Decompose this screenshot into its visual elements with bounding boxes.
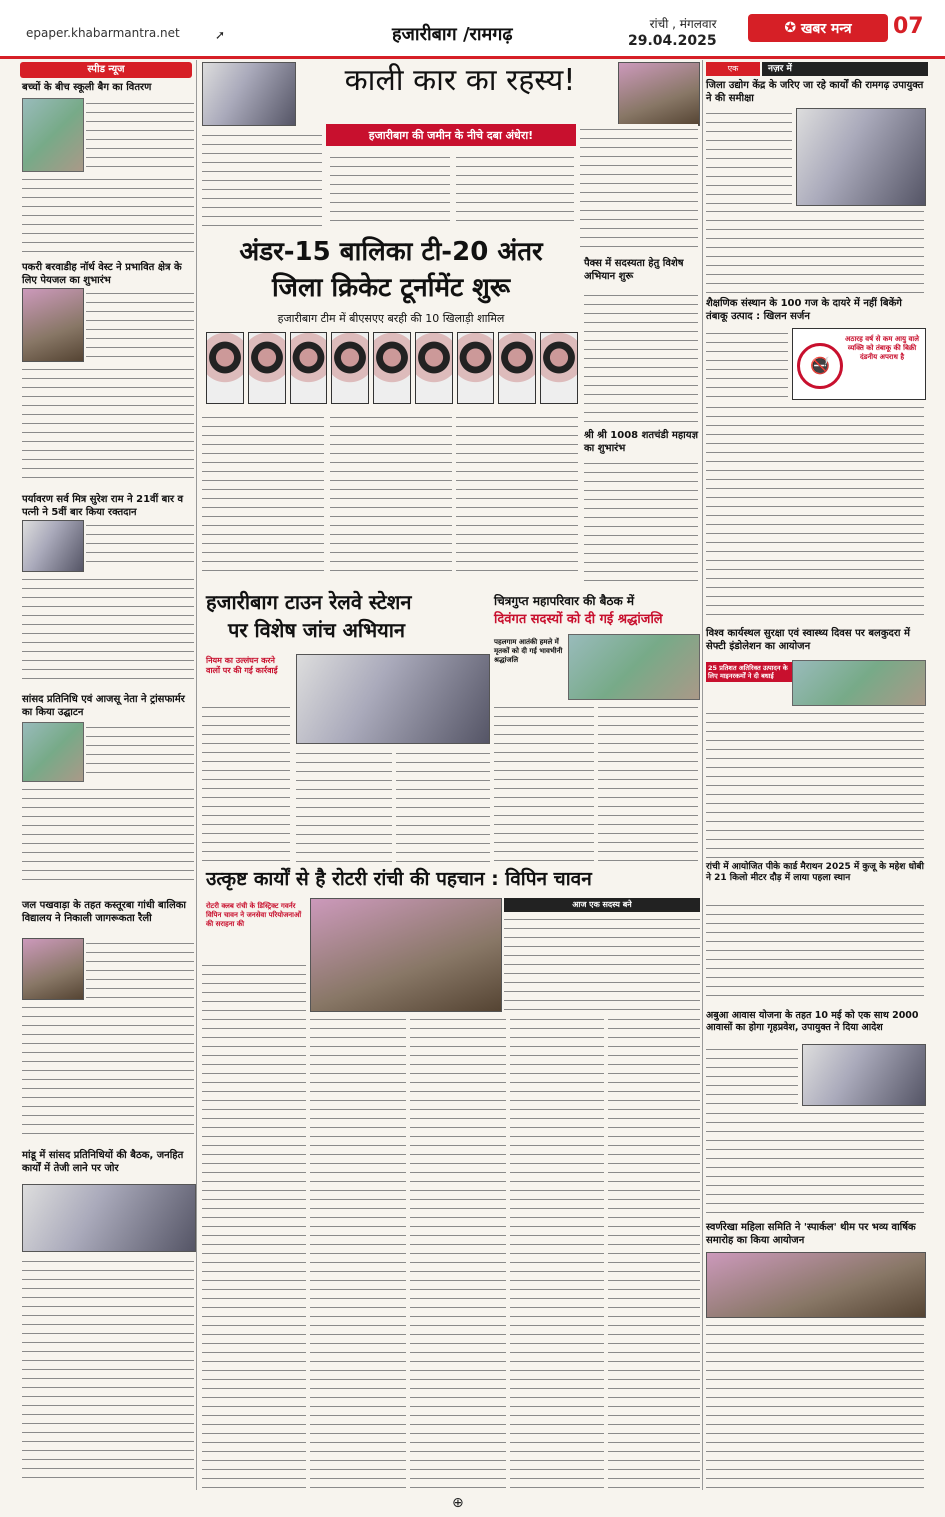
article-text	[202, 960, 306, 1488]
news-photo	[310, 898, 502, 1012]
article-text	[202, 130, 322, 228]
article-text	[22, 1256, 194, 1484]
article-text	[86, 938, 194, 998]
news-photo	[618, 62, 700, 126]
news-photo	[296, 654, 490, 744]
cricket-subheadline: हजारीबाग टीम में बीएसएए बरही की 10 खिलाड़ी शामिल	[277, 312, 505, 325]
article-text	[202, 412, 324, 578]
article-text	[22, 574, 194, 684]
article-text	[396, 748, 490, 862]
player-photo	[248, 332, 286, 404]
epaper-url[interactable]: epaper.khabarmantra.net	[26, 26, 180, 40]
article-text	[706, 708, 924, 858]
railway-pull-quote: नियम का उल्लंघन करने वालों पर की गई कार्रवाई	[206, 656, 278, 675]
chitragupt-pull-quote: पहलगाम आतंकी हमले में मृतकों को दी गई भावभीनी श्रद्धांजलि	[494, 638, 563, 664]
player-photo	[206, 332, 244, 404]
cricket-headline-line2[interactable]: जिला क्रिकेट टूर्नामेंट शुरू	[271, 273, 511, 303]
brand-logo: ✪ खबर मन्त्र	[748, 14, 888, 42]
article-text	[706, 900, 924, 1004]
masthead	[0, 0, 945, 59]
article-text	[584, 290, 698, 426]
player-photo	[498, 332, 536, 404]
article-text	[706, 1320, 924, 1488]
aaj-ek-sadasya-box: आज एक सदस्य बने	[504, 898, 700, 912]
news-photo	[706, 1252, 926, 1318]
article-text	[296, 748, 392, 862]
article-text	[202, 702, 290, 862]
news-photo	[22, 938, 84, 1000]
left-headline-3[interactable]: पर्यावरण सर्व मित्र सुरेश राम ने 21वीं बार व पत्नी ने 5वीं बार किया रक्तदान	[22, 494, 184, 518]
player-photo	[540, 332, 578, 404]
article-text	[86, 98, 194, 170]
paiks-headline[interactable]: पैक्स में सदस्यता हेतु विशेष अभियान शुरू	[584, 258, 684, 282]
brand-name: खबर मन्त्र	[800, 20, 852, 37]
right-headline-6[interactable]: स्वर्णरेखा महिला समिति ने 'स्पार्कल' थीम पर भव्य वार्षिक समारोह का किया आयोजन	[706, 1222, 916, 1246]
rotary-pull-quote: रोटरी क्लब रांची के डिस्ट्रिक्ट गवर्नर विपिन चावन ने जनसेवा परियोजनाओं की सराहना की	[206, 902, 302, 928]
left-headline-1[interactable]: बच्चों के बीच स्कूली बैग का वितरण	[22, 82, 152, 93]
shatchandi-headline[interactable]: श्री श्री 1008 शतचंडी महायज्ञ का शुभारंभ	[584, 430, 698, 454]
news-photo	[568, 634, 700, 700]
player-photo	[373, 332, 411, 404]
article-text	[584, 458, 698, 582]
right-headline-1[interactable]: जिला उद्योग केंद्र के जरिए जा रहे कार्यों की रामगढ़ उपायुक्त ने की समीक्षा	[706, 80, 924, 104]
article-text	[22, 1002, 194, 1142]
page-number: 07	[893, 14, 924, 39]
left-headline-6[interactable]: मांडू में सांसद प्रतिनिधियों की बैठक, जनहित कार्यों में तेजी लाने पर जोर	[22, 1150, 184, 1174]
tobacco-notice-box	[792, 328, 926, 400]
article-text	[504, 914, 700, 1010]
column-rule	[196, 60, 197, 1490]
issue-date: 29.04.2025	[628, 33, 717, 49]
article-text	[494, 702, 594, 862]
news-photo	[22, 520, 84, 572]
article-text	[510, 1014, 604, 1488]
article-text	[706, 402, 924, 622]
railway-headline-line2[interactable]: पर विशेष जांच अभियान	[228, 618, 406, 642]
article-text	[86, 288, 194, 360]
article-text	[706, 206, 924, 294]
article-text	[706, 1108, 924, 1216]
right-headline-3[interactable]: विश्व कार्यस्थल सुरक्षा एवं स्वास्थ्य दिवस पर बलकुदरा में सेफ्टी इंडोलेशन का आयोजन	[706, 628, 910, 652]
news-photo	[796, 108, 926, 206]
no-smoking-icon: 🚭	[797, 343, 843, 389]
column-rule	[702, 60, 703, 1490]
article-text	[22, 174, 194, 260]
right-headline-4[interactable]: रांची में आयोजित पीके कार्ड मैराथन 2025 में कुजू के महेश धोबी ने 21 किलो मीटर दौड़ में लाया पहला स्थान	[706, 862, 924, 884]
article-text	[608, 1014, 700, 1488]
speed-news-label: स्पीड न्यूज	[20, 62, 192, 78]
right-pull-quote: 25 प्रतिशत अतिरिक्त उत्पादन के लिए माइनरकर्मों ने दी बधाई	[706, 662, 792, 682]
player-photo	[457, 332, 495, 404]
kali-kar-headline[interactable]: काली कार का रहस्य!	[344, 63, 576, 98]
cursor-icon: ➚	[215, 28, 226, 42]
news-photo	[22, 1184, 196, 1252]
registration-mark-icon: ⊕	[452, 1495, 464, 1511]
article-text	[330, 152, 450, 228]
section-title: हजारीबाग /रामगढ़	[392, 24, 513, 45]
city-day: रांची , मंगलवार	[649, 17, 717, 31]
ek-label: एक	[706, 62, 760, 76]
kali-kar-banner: हजारीबाग की जमीन के नीचे दबा अंधेरा!	[326, 124, 576, 146]
left-headline-5[interactable]: जल पखवाड़ा के तहत कस्तूरबा गांधी बालिका विद्यालय ने निकाली जागरूकता रैली	[22, 900, 186, 924]
player-photo	[290, 332, 328, 404]
railway-headline-line1[interactable]: हजारीबाग टाउन रेलवे स्टेशन	[206, 590, 412, 614]
nazar-mein-label: नज़र में	[762, 62, 928, 76]
right-headline-2[interactable]: शैक्षणिक संस्थान के 100 गज के दायरे में नहीं बिकेंगे तंबाकू उत्पाद : खिलन सर्जन	[706, 298, 902, 322]
right-headline-5[interactable]: अबुआ आवास योजना के तहत 10 मई को एक साथ 2000 आवासों का होगा गृहप्रवेश, उपायुक्त ने दिया आदेश	[706, 1010, 919, 1033]
article-text	[330, 412, 452, 578]
article-text	[456, 412, 578, 578]
article-text	[86, 520, 194, 570]
cricket-headline-line1[interactable]: अंडर-15 बालिका टी-20 अंतर	[239, 237, 543, 267]
article-text	[410, 1014, 506, 1488]
chitragupt-headline-line1[interactable]: चित्रगुप्त महापरिवार की बैठक में	[494, 594, 635, 608]
chitragupt-headline-line2[interactable]: दिवंगत सदस्यों को दी गई श्रद्धांजलि	[494, 612, 663, 627]
article-text	[310, 1014, 406, 1488]
article-text	[580, 124, 698, 254]
article-text	[598, 702, 698, 862]
player-photo	[415, 332, 453, 404]
article-text	[456, 152, 574, 228]
news-photo	[202, 62, 296, 126]
left-headline-2[interactable]: पकरी बरवाडीह नॉर्थ वेस्ट ने प्रभावित क्षेत्र के लिए पेयजल का शुभारंभ	[22, 262, 182, 286]
left-headline-4[interactable]: सांसद प्रतिनिधि एवं आजसू नेता ने ट्रांसफार्मर का किया उद्घाटन	[22, 694, 185, 718]
player-photo	[331, 332, 369, 404]
news-photo	[792, 660, 926, 706]
article-text	[22, 364, 194, 482]
news-photo	[802, 1044, 926, 1106]
dateline	[628, 16, 717, 50]
article-text	[86, 722, 194, 780]
tobacco-notice-text: अठारह वर्ष से कम आयु वाले व्यक्ति को तंबाकू की बिक्री दंडनीय अपराध है	[845, 335, 919, 361]
news-photo	[22, 98, 84, 172]
article-text	[706, 328, 788, 398]
news-photo	[22, 288, 84, 362]
rotary-headline[interactable]: उत्कृष्ट कार्यों से है रोटरी रांची की पहचान : विपिन चावन	[206, 868, 592, 890]
news-photo	[22, 722, 84, 782]
article-text	[22, 784, 194, 884]
article-text	[706, 1044, 798, 1104]
article-text	[706, 108, 792, 204]
player-photo-strip	[206, 332, 578, 404]
